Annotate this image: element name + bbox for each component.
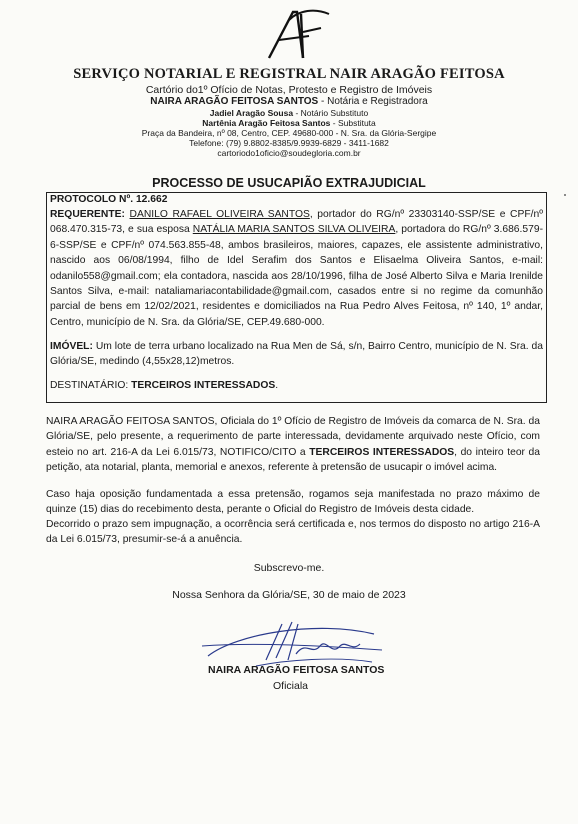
notary-role: - Notária e Registradora: [318, 96, 428, 107]
office-address: Praça da Bandeira, nº 08, Centro, CEP. 49680-000 - N. Sra. da Glória-Sergipe: [141, 128, 437, 138]
imovel-description: Um lote de terra urbano localizado na Rua Men de Sá, s/n, Bairro Centro, município de N. Sra. da Glória/SE, medindo (4,55x28,12)metros.: [50, 341, 543, 368]
corner-mark: [560, 190, 570, 200]
substitute-role: - Substituta: [330, 118, 376, 128]
protocol-number: PROTOCOLO Nº. 12.662: [50, 194, 168, 205]
requerente-details: , portador do RG/nº 23303140-SSP/SE e CPF/nº 068.470.315-73, e sua esposa: [50, 209, 543, 236]
notification-text-a: NAIRA ARAGÃO FEITOSA SANTOS, Oficiala do 1º Ofício de Registro de Imóveis da comarca de N. Sra. da Glória/SE, pelo presente, a requerimento de parte interessada, devidamente arquivado neste Ofício, com esteio no art. 216-A da Lei 6.015/73, NOTIFICO/CITO a: [46, 416, 540, 458]
place-and-date: Nossa Senhora da Glória/SE, 30 de maio de 2023: [172, 589, 406, 601]
office-name: SERVIÇO NOTARIAL E REGISTRAL NAIR ARAGÃO FEITOSA: [73, 66, 505, 82]
document-title: PROCESSO DE USUCAPIÃO EXTRAJUDICIAL: [152, 176, 426, 190]
imovel-paragraph: [50, 339, 543, 370]
requerente-name: DANILO RAFAEL OLIVEIRA SANTOS: [129, 209, 310, 220]
opposition-paragraph: Caso haja oposição fundamentada a essa pretensão, rogamos seja manifestada no prazo máximo de quinze (15) dias do recebimento desta, perante o Oficial do Registro de Imóveis desta cidade.: [46, 489, 540, 516]
deadline-paragraph: Decorrido o prazo sem impugnação, a ocorrência será certificada e, nos termos do disposto no artigo 216-A da Lei 6.015/73, presumir-se-á a anuência.: [46, 519, 540, 546]
requerente-paragraph: [50, 207, 543, 330]
notary-name: NAIRA ARAGÃO FEITOSA SANTOS: [150, 96, 319, 107]
office-phone: Telefone: (79) 9.8802-8385/9.9939-6829 - 3411-1682: [189, 138, 389, 148]
spouse-details: , portadora do RG/nº 3.686.579-6-SSP/SE e CPF/nº 074.563.855-48, ambos brasileiros, maiores, capazes, ele assistente administrativo, nascido aos 06/08/1994, filho de Idel Serafim dos Santos e Elisaelma Oliveira Santos, e-mail: odanilo558@gmail.com; ela contadora, nascida aos 28/10/1996, filha de José Alberto Silva e Maria Irenilde Santos Silva, e-mail: nataliamariacontabilidade@gmail.com, casados entre si no regime da comunhão parcial de bens em 12/02/2021, residentes e domiciliados na Rua Pedro Alves Feitosa, nº 140, 1º andar, Centro, município de N. Sra. da Glória/SE, CEP.49.680-000.: [50, 224, 543, 328]
substitute-notary-role: - Notário Substituto: [293, 108, 369, 118]
destinatario-line: [50, 378, 543, 393]
notification-recipients: TERCEIROS INTERESSADOS: [309, 446, 455, 458]
office-email: cartoriodo1oficio@soudegloria.com.br: [217, 148, 361, 158]
notary-line: [0, 96, 578, 107]
signer-name: NAIRA ARAGÃO FEITOSA SANTOS: [208, 664, 385, 676]
destinatario-value: TERCEIROS INTERESSADOS: [131, 380, 276, 391]
destinatario-label: DESTINATÁRIO:: [50, 380, 132, 391]
requerente-label: REQUERENTE:: [50, 209, 125, 220]
substitute-name: Nartênia Aragão Feitosa Santos: [202, 118, 331, 128]
imovel-label: IMÓVEL:: [50, 341, 93, 352]
office-monogram-logo: [263, 6, 333, 62]
notification-text-c: , do inteiro teor da petição, ata notarial, planta, memorial e anexos, referente à pretensão de usucapir o imóvel acima.: [46, 446, 541, 474]
notification-paragraph: [46, 414, 540, 476]
substitute-notary-name: Jadiel Aragão Sousa: [209, 108, 294, 118]
destinatario-end: .: [275, 380, 279, 391]
closing-line: Subscrevo-me.: [253, 562, 325, 574]
signer-role: Oficiala: [273, 680, 309, 692]
spouse-name: NATÁLIA MARIA SANTOS SILVA OLIVEIRA: [192, 224, 396, 236]
office-description: Cartório do1º Ofício de Notas, Protesto e Registro de Imóveis: [145, 84, 433, 96]
